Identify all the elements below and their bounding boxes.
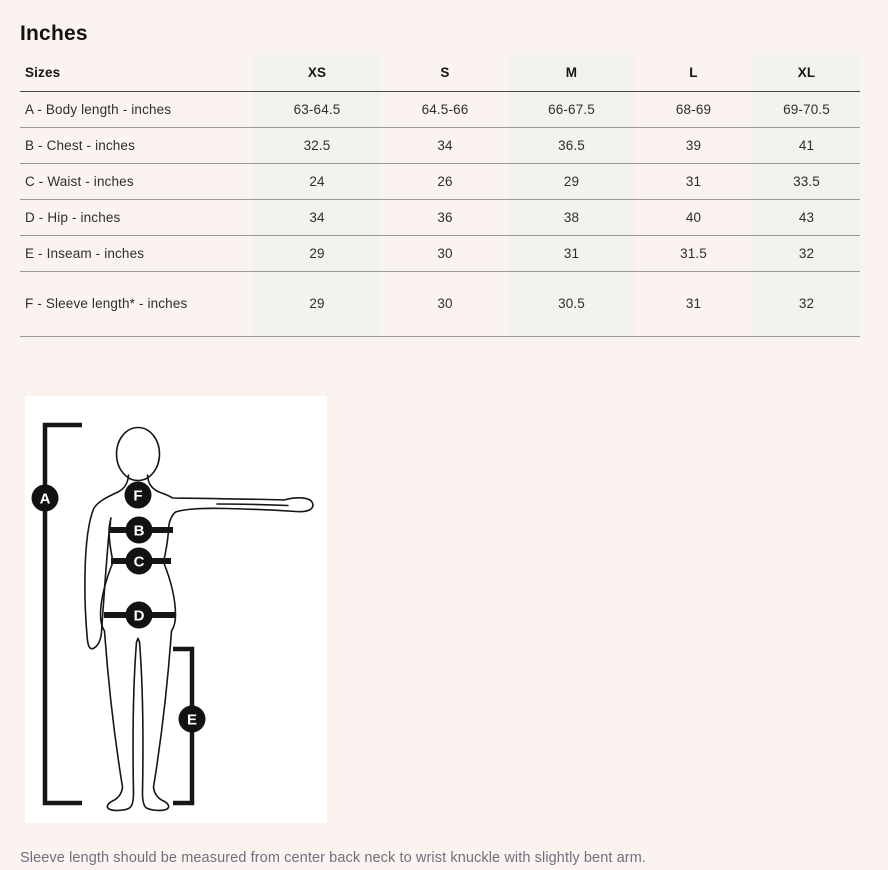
cell-value: 29: [509, 163, 634, 199]
measure-badge-b: [126, 516, 153, 543]
row-label: A - Body length - inches: [20, 91, 253, 127]
units-title: Inches: [20, 22, 88, 45]
cell-value: 32.5: [253, 127, 381, 163]
cell-value: 66-67.5: [509, 91, 634, 127]
badge-letter-b: B: [133, 521, 145, 539]
cell-value: 39: [634, 127, 753, 163]
cell-value: 26: [381, 163, 509, 199]
cell-value: 31: [634, 271, 753, 336]
measure-badge-c: [126, 547, 153, 574]
column-header-xl: XL: [753, 55, 860, 91]
cell-value: 30: [381, 271, 509, 336]
cell-value: 34: [253, 199, 381, 235]
measure-badge-f: [125, 481, 152, 508]
column-header-m: M: [509, 55, 634, 91]
cell-value: 31.5: [634, 235, 753, 271]
cell-value: 32: [753, 271, 860, 336]
cell-value: 40: [634, 199, 753, 235]
cell-value: 24: [253, 163, 381, 199]
badge-letter-c: C: [133, 552, 145, 570]
cell-value: 63-64.5: [253, 91, 381, 127]
head-outline: [117, 427, 160, 480]
cell-value: 33.5: [753, 163, 860, 199]
table-row-hip: [20, 199, 860, 235]
measurement-diagram-box: [25, 396, 327, 823]
column-header-xs: XS: [253, 55, 381, 91]
cell-value: 29: [253, 235, 381, 271]
badge-letter-d: D: [133, 606, 145, 624]
cell-value: 36.5: [509, 127, 634, 163]
measure-badge-a: [32, 484, 59, 511]
row-label: E - Inseam - inches: [20, 235, 253, 271]
cell-value: 43: [753, 199, 860, 235]
cell-value: 31: [634, 163, 753, 199]
cell-value: 32: [753, 235, 860, 271]
row-label: B - Chest - inches: [20, 127, 253, 163]
cell-value: 34: [381, 127, 509, 163]
column-header-s: S: [381, 55, 509, 91]
body-measurement-diagram: [25, 396, 327, 823]
cell-value: 38: [509, 199, 634, 235]
cell-value: 68-69: [634, 91, 753, 127]
cell-value: 41: [753, 127, 860, 163]
badge-letter-f: F: [133, 486, 143, 504]
column-header-l: L: [634, 55, 753, 91]
mannequin-figure-outline: [85, 427, 313, 810]
row-label: F - Sleeve length* - inches: [20, 271, 253, 336]
sleeve-length-note: Sleeve length should be measured from center back neck to wrist knuckle with slightly bent arm.: [20, 849, 647, 866]
size-chart-table: [20, 55, 860, 337]
cell-value: 30: [381, 235, 509, 271]
cell-value: 69-70.5: [753, 91, 860, 127]
right-torso-arm-leg-outline: [138, 475, 313, 810]
hand-thumb-line: [217, 504, 288, 506]
badge-letter-e: E: [186, 710, 198, 728]
table-row-body-length: [20, 91, 860, 127]
table-row-chest: [20, 127, 860, 163]
row-label: C - Waist - inches: [20, 163, 253, 199]
measure-badge-d: [126, 601, 153, 628]
cell-value: 29: [253, 271, 381, 336]
table-row-sleeve-length: [20, 271, 860, 336]
table-row-inseam: [20, 235, 860, 271]
measure-badge-e: [179, 705, 206, 732]
badge-letter-a: A: [39, 489, 51, 507]
cell-value: 30.5: [509, 271, 634, 336]
row-label: D - Hip - inches: [20, 199, 253, 235]
body-length-bracket: [45, 425, 82, 803]
table-row-waist: [20, 163, 860, 199]
cell-value: 36: [381, 199, 509, 235]
column-header-sizes: Sizes: [20, 55, 253, 91]
table-header-row: [20, 55, 860, 91]
cell-value: 64.5-66: [381, 91, 509, 127]
cell-value: 31: [509, 235, 634, 271]
